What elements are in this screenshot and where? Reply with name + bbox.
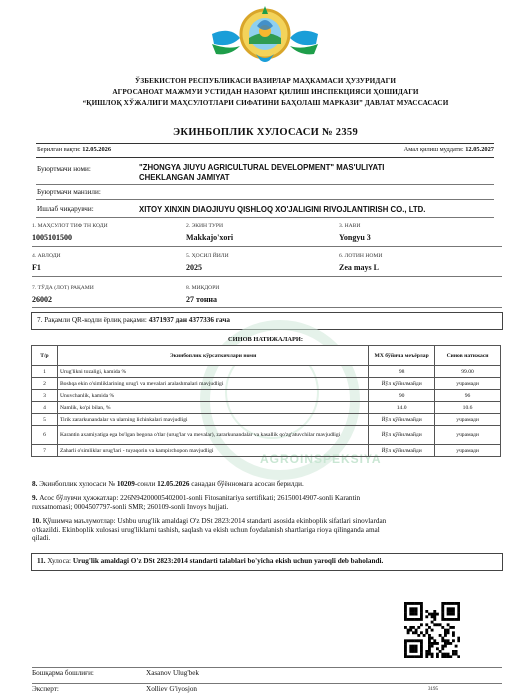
qr-label-line (37, 316, 230, 325)
table-cell-indicator: Urug'likni tozaligi, kamida % (57, 366, 368, 378)
item-8-prefix: Экинбоплик хулосаси № (39, 480, 116, 488)
table-header-indicator: Экинбоплик кўрсаткичлари номи (57, 346, 368, 366)
item-10-text-3: qiladi. (32, 534, 51, 543)
address-label: Буюртмачи манзили: (37, 188, 101, 196)
org-line-1: ЎЗБЕКИСТОН РЕСПУБЛИКАСИ ВАЗИРЛАР МАҲКАМАСИ ҲУЗУРИДАГИ (134, 77, 397, 85)
table-cell-norm: 14.0 (369, 402, 435, 414)
field-5-label: 5. ҲОСИЛ ЙИЛИ (186, 253, 229, 259)
qr-label-prefix: 7. Рақамли QR-кодли ёрлиқ рақами: (37, 316, 147, 324)
issued-value: 12.05.2026 (82, 146, 112, 153)
table-cell-result: учрамади (435, 378, 501, 390)
item-10-number: 10. (32, 517, 41, 525)
item-10-text-1: Ushbu urug'lik amaldagi O'z DSt 2823:2014 standarti asosida ekinboplik sifatlari sinovlardan (117, 517, 387, 525)
field-6-label: 6. ЛОТИН НОМИ (339, 253, 383, 259)
customer-name-2: CHEKLANGAN JAMIYAT (139, 173, 230, 182)
item-9 (32, 494, 502, 511)
field-4-value: F1 (32, 263, 41, 272)
field-2-value: Makkajo'xori (186, 233, 234, 242)
table-cell-no: 3 (32, 390, 58, 402)
table-row (32, 414, 501, 426)
field-4-label: 4. АВЛОДИ (32, 253, 61, 259)
field-6-value: Zea mays L (339, 263, 379, 272)
item-9-text-2: ruxsatnomasi; 0004507797-sonli SMR; 260109-sonli Invoys hujjati. (32, 502, 229, 511)
item-8 (32, 480, 502, 489)
producer-label: Ишлаб чиқарувчи: (37, 205, 94, 213)
table-row (32, 445, 501, 457)
valid-label: Амал қилиш муддати: (403, 146, 464, 153)
field-7-value: 26002 (32, 295, 52, 304)
head-name: Xasanov Ulug'bek (146, 669, 199, 677)
table-cell-indicator: Boshqa ekin o'simliklarining urug'i va mevalari aralashmalari mavjudligi (57, 378, 368, 390)
document-title: ЭКИНБОПЛИК ХУЛОСАСИ № 2359 (173, 127, 358, 138)
table-row (32, 426, 501, 445)
state-emblem-icon (210, 4, 320, 66)
org-line-3: “ҚИШЛОҚ ХЎЖАЛИГИ МАҲСУЛОТЛАРИ СИФАТИНИ БАҲОЛАШ МАРКАЗИ” ДАВЛАТ МУАССАСАСИ (82, 99, 449, 107)
field-2-label: 2. ЭКИН ТУРИ (186, 223, 224, 229)
table-cell-result: 96 (435, 390, 501, 402)
table-cell-indicator: Zaharli o'simliklar urug'lari - tuyaqorin va kampirchopon mavjudligi (57, 445, 368, 457)
producer-value: XITOY XINXIN DIAOJIUYU QISHLOQ XO'JALIGINI RIVOJLANTIRISH CO., LTD. (139, 205, 426, 214)
valid-date (404, 146, 494, 153)
customer-label: Буюртмачи номи: (37, 165, 91, 173)
expert-name: Xolliev G'iyosjon (146, 685, 198, 693)
table-cell-result: 99.00 (435, 366, 501, 378)
item-8-number: 8. (32, 480, 38, 488)
qr-label-range: 4371937 дан 4377336 гача (148, 316, 230, 324)
table-cell-result: учрамади (435, 414, 501, 426)
table-cell-indicator: Karantin axamiyatiga ega bo'lgan begona o'tlar (urug'lar va mevalar), zararkunandalar va kasallik qo'zg'atuvchilar mavjudligi (57, 426, 368, 445)
table-cell-norm: Йўл қўйилмайди (369, 426, 435, 445)
table-cell-no: 5 (32, 414, 58, 426)
table-cell-no: 1 (32, 366, 58, 378)
table-cell-indicator: Namlik, ko'pi bilan, % (57, 402, 368, 414)
table-header-result: Синов натижаси (435, 346, 501, 366)
item-8-mid: -сонли (134, 480, 156, 488)
table-cell-norm: Йўл қўйилмайди (369, 378, 435, 390)
page-code: 3195 (428, 687, 438, 692)
field-8-value: 27 тонна (186, 295, 218, 304)
table-cell-no: 4 (32, 402, 58, 414)
head-label: Бошқарма бошлиғи: (32, 669, 94, 677)
table-cell-no: 2 (32, 378, 58, 390)
item-8-conclusion-no: 10209 (116, 480, 135, 488)
table-cell-norm: Йўл қўйилмайди (369, 445, 435, 457)
table-header-no: Т/р (32, 346, 58, 366)
issued-date (37, 146, 111, 153)
field-5-value: 2025 (186, 263, 202, 272)
field-3-label: 3. НАВИ (339, 223, 361, 229)
table-caption: СИНОВ НАТИЖАЛАРИ: (228, 336, 303, 343)
field-7-label: 7. ТЎДА (ЛОТ) РАҚАМИ (32, 285, 94, 291)
table-cell-result: 10.6 (435, 402, 501, 414)
item-11 (37, 557, 497, 566)
item-10-label: Қўшимча маълумотлар: (42, 517, 116, 525)
field-1-value: 1005101500 (32, 233, 72, 242)
table-cell-result: учрамади (435, 426, 501, 445)
valid-value: 12.05.2027 (465, 146, 494, 153)
item-8-suffix: санадан бўённомага асосан берилди. (191, 480, 304, 488)
table-cell-norm: 90 (369, 390, 435, 402)
table-cell-indicator: Tirik zararkunandalar va ularning lichinkalari mavjudligi (57, 414, 368, 426)
item-11-conclusion: Urug'lik amaldagi O'z DSt 2823:2014 standarti talablari bo'yicha ekish uchun yaroqli deb baholandi. (72, 557, 384, 565)
field-8-label: 8. МИҚДОРИ (186, 285, 220, 291)
table-header-norm: МХ бўйича меъёрлар (369, 346, 435, 366)
table-cell-indicator: Unuvchanlik, kamida % (57, 390, 368, 402)
item-10-text-2: o'tkazildi. Ekinboplik xulosasi urug'liklarni tashish, saqlash va ekish uchun foydalanish shartlariga rioya qilinganda amal (32, 525, 380, 534)
item-11-number: 11. (37, 557, 46, 565)
table-cell-norm: 98 (369, 366, 435, 378)
org-line-2: АГРОСАНОАТ МАЖМУИ УСТИДАН НАЗОРАТ ҚИЛИШ ИНСПЕКЦИЯСИ ҲОШИДАГИ (112, 88, 419, 96)
table-cell-no: 6 (32, 426, 58, 445)
watermark-text: AGROINSPEKSIYA (260, 452, 382, 466)
field-1-label: 1. МАҲСУЛОТ ТИФ ТН КОДИ (32, 223, 108, 229)
table-cell-no: 7 (32, 445, 58, 457)
table-row (32, 378, 501, 390)
item-9-number: 9. (32, 494, 38, 502)
issued-label: Берилган вақти: (37, 146, 81, 153)
item-10 (32, 517, 502, 543)
table-cell-norm: Йўл қўйилмайди (369, 414, 435, 426)
table-row (32, 366, 501, 378)
table-row (32, 390, 501, 402)
item-8-date: 12.05.2026 (157, 480, 190, 488)
item-11-label: Хулоса: (47, 557, 72, 565)
expert-label: Эксперт: (32, 685, 59, 693)
item-9-text-1: 226N94200005402001-sonli Fitosanitariya sertifikati; 26150014907-sonli Karantin (120, 494, 361, 502)
results-table (31, 345, 501, 457)
customer-name-1: "ZHONGYA JIUYU AGRICULTURAL DEVELOPMENT" MAS'ULIYATI (139, 163, 385, 172)
qr-code-icon (404, 602, 460, 658)
table-row (32, 402, 501, 414)
item-9-label: Асос бўлувчи ҳужжатлар: (39, 494, 119, 502)
table-cell-result: учрамади (435, 445, 501, 457)
field-3-value: Yongyu 3 (339, 233, 371, 242)
